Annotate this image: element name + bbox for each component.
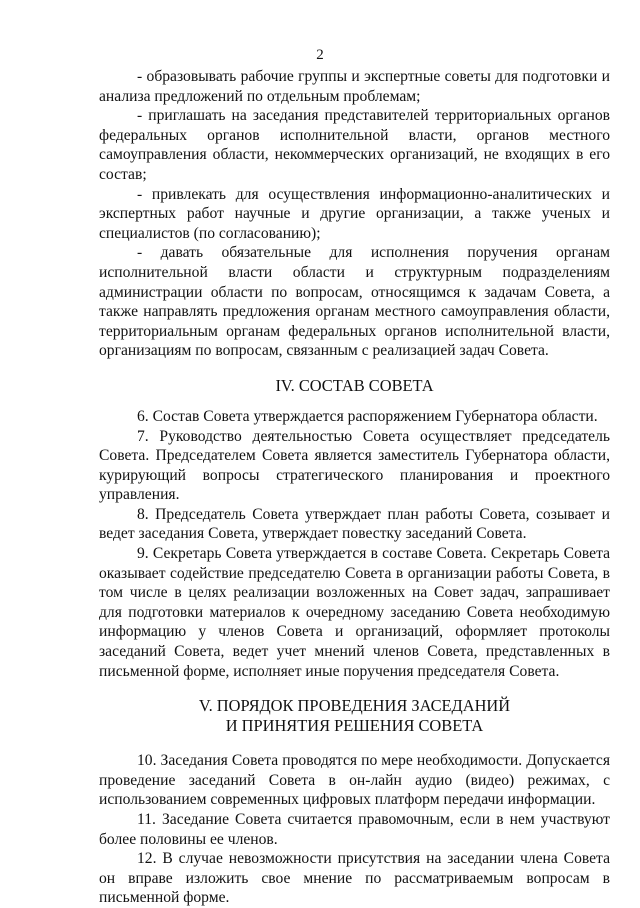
paragraph-6: 6. Состав Совета утверждается распоряжением Губернатора области. [137, 407, 598, 425]
section-4-title: IV. СОСТАВ СОВЕТА [275, 375, 434, 395]
paragraph-8: 8. Председатель Совета утверждает план работы Совета, созывает и ведет заседания Совета, утверждает повестку заседаний Совета. [99, 505, 610, 543]
section-5-title-line-2: И ПРИНЯТИЯ РЕШЕНИЯ СОВЕТА [225, 716, 484, 736]
page-number: 2 [316, 47, 324, 63]
paragraph-7: 7. Руководство деятельностью Совета осуществляет председатель Совета. Председателем Совета является заместитель Губернатора области, курирующий вопросы стратегического планирования и проектного управления. [99, 427, 610, 504]
list-item: - привлекать для осуществления информационно-аналитических и экспертных работ научные и другие организации, а также ученых и специалистов (по согласованию); [99, 185, 610, 242]
document-body [99, 67, 610, 908]
paragraph-10: 10. Заседания Совета проводятся по мере необходимости. Допускается проведение заседаний Совета в он-лайн аудио (видео) режимах, с использованием современных цифровых платформ передачи информации. [99, 752, 610, 809]
section-5-title [99, 696, 610, 736]
paragraph-9: 9. Секретарь Совета утверждается в составе Совета. Секретарь Совета оказывает содействие председателю Совета в организации работы Совета, в том числе в целях реализации возложенных на Совет задач, запрашивает для подготовки материалов к очередному заседанию Совета необходимую информацию у членов Совета и организаций, оформляет протоколы заседаний Совета, ведет учет мнений членов Совета, представленных в письменной форме, исполняет иные поручения председателя Совета. [99, 545, 610, 680]
paragraph-12: 12. В случае невозможности присутствия на заседании члена Совета он вправе изложить свое мнение по рассматриваемым вопросам в письменной форме. [99, 850, 610, 907]
list-item: - давать обязательные для исполнения поручения органам исполнительной власти области и структурным подразделениям администрации области по вопросам, относящимся к задачам Совета, а также направлять предложения органам местного самоуправления области, территориальным органам федеральных органов исполнительной власти, организациям по вопросам, связанным с реализацией задач Совета. [99, 244, 610, 360]
paragraph-11: 11. Заседание Совета считается правомочным, если в нем участвуют более половины ее членов. [99, 811, 610, 848]
list-item: - приглашать на заседания представителей территориальных органов федеральных органов исполнительной власти, органов местного самоуправления области, некоммерческих организаций, не входящих в его состав; [99, 107, 610, 183]
list-item: - образовывать рабочие группы и экспертные советы для подготовки и анализа предложений по отдельным проблемам; [99, 68, 610, 105]
section-5-title-line-1: V. ПОРЯДОК ПРОВЕДЕНИЯ ЗАСЕДАНИЙ [198, 696, 511, 716]
